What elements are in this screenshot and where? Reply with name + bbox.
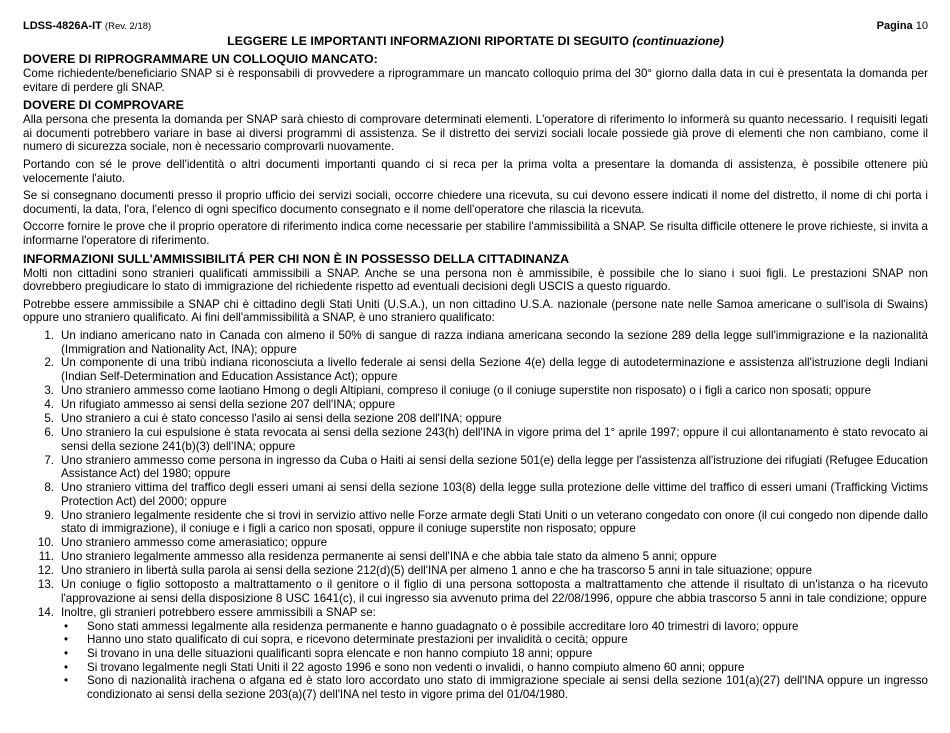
additional-conditions-list	[23, 620, 928, 702]
section-heading-reschedule: DOVERE DI RIPROGRAMMARE UN COLLOQUIO MANCATO:	[23, 52, 378, 66]
form-number: LDSS-4826A-IT	[23, 20, 102, 32]
page-header	[23, 20, 928, 34]
list-item	[23, 564, 928, 578]
list-number: 12.	[37, 564, 54, 578]
list-item	[23, 578, 928, 605]
list-item-text: Uno straniero legalmente ammesso alla residenza permanente ai sensi dell'INA e che abbia tale stato da almeno 5 anni; oppure	[61, 550, 717, 564]
list-item	[23, 454, 928, 481]
bullet-text: Hanno uno stato qualificato di cui sopra, e ricevono determinate prestazioni per invalidità o cecità; oppure	[87, 633, 628, 647]
section-heading-proof: DOVERE DI COMPROVARE	[23, 98, 184, 113]
list-item-text: Uno straniero in libertà sulla parola ai sensi della sezione 212(d)(5) dell'INA per almeno 1 anno e che ha trascorso 5 anni in tale situazione; oppure	[61, 564, 813, 578]
bullet-item	[23, 647, 928, 661]
bullet-item	[23, 661, 928, 675]
list-item-text: Uno straniero a cui è stato concesso l'asilo ai sensi della sezione 208 dell'INA; oppure	[61, 412, 502, 426]
list-item	[23, 426, 928, 453]
list-item-text: Uno straniero legalmente residente che si trovi in servizio attivo nelle Forze armate degli Stati Uniti o un veterano congedato con onore (il cui congedo non dipende dallo stato di immigrazione), il coniuge e i figli a carico non sposati, oppure il coniuge superstite non risposato; oppure	[61, 508, 928, 536]
list-number: 13.	[37, 578, 54, 592]
list-item	[23, 606, 928, 620]
page-title	[23, 34, 928, 48]
paragraph: Molti non cittadini sono stranieri qualificati ammissibili a SNAP. Anche se una persona non è ammissibile, è possibile che lo siano i suoi figli. Le prestazioni SNAP non dovrebbero pregiudicare lo stato di immigrazione del richiedente rispetto ad eventuali decisioni degli USCIS a questo riguardo.	[23, 266, 928, 294]
list-number: 9.	[44, 508, 54, 522]
form-revision: (Rev. 2/18)	[104, 21, 152, 32]
list-item	[23, 536, 928, 550]
bullet-text: Si trovano in una delle situazioni qualificanti sopra elencate e non hanno compiuto 18 anni; oppure	[87, 647, 593, 661]
list-item-text: Un rifugiato ammesso ai sensi della sezione 207 dell'INA; oppure	[61, 398, 396, 412]
list-number: 8.	[44, 481, 54, 495]
list-item	[23, 384, 928, 398]
bullet-item	[23, 674, 928, 701]
list-item	[23, 412, 928, 426]
list-item-text: Un indiano americano nato in Canada con almeno il 50% di sangue di razza indiana americana secondo la sezione 289 della legge sull'immigrazione e la nazionalità (Immigration and Nationality Act, INA); oppure	[61, 328, 928, 356]
list-number: 14.	[37, 605, 54, 619]
list-item-text: Uno straniero vittima del traffico degli esseri umani ai sensi della sezione 103(8) della legge sulla protezione delle vittime del traffico di esseri umani (Trafficking Victims Protection Act) del 2000; oppure	[61, 481, 928, 508]
list-number: 3.	[44, 384, 54, 398]
list-number: 1.	[44, 328, 54, 342]
list-number: 2.	[44, 356, 54, 370]
paragraph: Come richiedente/beneficiario SNAP si è responsabili di provvedere a riprogrammare un mancato colloquio prima del 30° giorno dalla data in cui è presentata la domanda per evitare di perdere gli SNAP.	[23, 67, 928, 94]
page-number-value: 10	[915, 20, 928, 32]
paragraph: Se si consegnano documenti presso il proprio ufficio dei servizi sociali, occorre chiedere una ricevuta, su cui devono essere indicati il nome del distretto, il nome di chi porta i documenti, la data, l'ora, l'elenco di ogni specifico documento consegnato e il nome dell'operatore che rilascia la ricevuta.	[23, 189, 928, 216]
list-number: 10.	[37, 536, 54, 550]
section-heading-eligibility: INFORMAZIONI SULL'AMMISSIBILITÁ PER CHI NON È IN POSSESSO DELLA CITTADINANZA	[23, 251, 570, 266]
list-item-text: Un componente di una tribù indiana riconosciuta a livello federale ai sensi della Sezione 4(e) della legge di autodeterminazione e assistenza all'istruzione degli Indiani (Indian Self-Determination and Education Assistance Act); oppure	[61, 356, 928, 384]
list-item	[23, 509, 928, 536]
paragraph: Occorre fornire le prove che il proprio operatore di riferimento indica come necessarie per stabilire l'ammissibilità a SNAP. Se risulta difficile ottenere le prove richieste, si invita a informarne l'operatore di riferimento.	[23, 220, 928, 247]
page-label: Pagina	[876, 20, 913, 32]
bullet-glyph: •	[64, 619, 69, 633]
list-number: 4.	[44, 398, 54, 412]
bullet-text: Sono stati ammessi legalmente alla residenza permanente e hanno guadagnato o è possibile accreditare loro 40 trimestri di lavoro; oppure	[87, 619, 799, 633]
list-number: 5.	[44, 412, 54, 426]
qualified-alien-list	[23, 329, 928, 620]
list-item-text: Un coniuge o figlio sottoposto a maltrattamento o il genitore o il figlio di una persona sottoposta a maltrattamento che attende il risultato di un'istanza o ha ricevuto l'approvazione ai sensi della disposizione 8 USC 1641(c), il cui ingresso sia avvenuto prima del 22/08/1996, oppure che abbia trascorso 5 anni in tale condizione; oppure	[61, 578, 928, 605]
form-id	[23, 20, 151, 32]
bullet-text: Si trovano legalmente negli Stati Uniti il 22 agosto 1996 e sono non vedenti o invalidi, o hanno compiuto almeno 60 anni; oppure	[87, 660, 745, 674]
list-item-text: Uno straniero ammesso come amerasiatico; oppure	[61, 536, 328, 550]
list-item-text: Uno straniero la cui espulsione è stata revocata ai sensi della sezione 243(h) dell'INA in vigore prima del 1° aprile 1997; oppure il cui allontanamento è stato revocato ai sensi della sezione 241(b)(3) dell'INA; oppure	[61, 426, 928, 453]
list-number: 11.	[38, 550, 54, 564]
paragraph: Portando con sé le prove dell'identità o altri documenti importanti quando ci si reca per la prima volta a presentare la domanda di assistenza, è possibile ottenere più velocemente l'aiuto.	[23, 157, 928, 185]
bullet-glyph: •	[64, 633, 69, 647]
list-number: 7.	[44, 453, 54, 467]
bullet-item	[23, 620, 928, 634]
title-text: LEGGERE LE IMPORTANTI INFORMAZIONI RIPORTATE DI SEGUITO	[227, 34, 629, 48]
bullet-glyph: •	[64, 647, 69, 661]
list-item	[23, 550, 928, 564]
list-number: 6.	[44, 426, 54, 440]
bullet-text: Sono di nazionalità irachena o afgana ed è stato loro accordato uno stato di immigrazione speciale ai sensi della sezione 101(a)(27) dell'INA oppure un ingresso condizionato ai sensi della sezione 203(a)(7) dell'INA nel testo in vigore prima del 01/04/1980.	[87, 674, 928, 701]
list-item-text: Inoltre, gli stranieri potrebbero essere ammissibili a SNAP se:	[61, 605, 376, 619]
bullet-glyph: •	[64, 674, 69, 688]
document-page	[23, 20, 928, 701]
title-suffix: (continuazione)	[632, 34, 724, 48]
list-item-text: Uno straniero ammesso come laotiano Hmong o degli Altipiani, compreso il coniuge (o il coniuge superstite non risposato) o i figli a carico non sposati; oppure	[61, 384, 872, 398]
paragraph: Potrebbe essere ammissibile a SNAP chi è cittadino degli Stati Uniti (U.S.A.), un non cittadino U.S.A. nazionale (persone nate nelle Samoa americane o sull'isola di Swains) oppure uno straniero qualificato. Ai fini dell'ammissibilità a SNAP, è uno straniero qualificato:	[23, 297, 928, 325]
bullet-glyph: •	[64, 660, 69, 674]
page-number	[877, 20, 928, 32]
list-item	[23, 329, 928, 356]
paragraph: Alla persona che presenta la domanda per SNAP sarà chiesto di comprovare determinati elementi. L'operatore di riferimento lo informerà su quanto necessario. I requisiti legati ai documenti potrebbero variare in base ai diversi programmi di assistenza. Se il distretto dei servizi sociali locale possiede già prove di elementi che non cambiano, come il numero di sicurezza sociale, non è necessario comprovarli nuovamente.	[23, 113, 928, 154]
list-item	[23, 481, 928, 508]
list-item-text: Uno straniero ammesso come persona in ingresso da Cuba o Haiti ai sensi della sezione 501(e) della legge per l'assistenza all'istruzione dei rifugiati (Refugee Education Assistance Act) del 1980; oppure	[61, 453, 928, 481]
bullet-item	[23, 633, 928, 647]
list-item	[23, 356, 928, 383]
list-item	[23, 398, 928, 412]
